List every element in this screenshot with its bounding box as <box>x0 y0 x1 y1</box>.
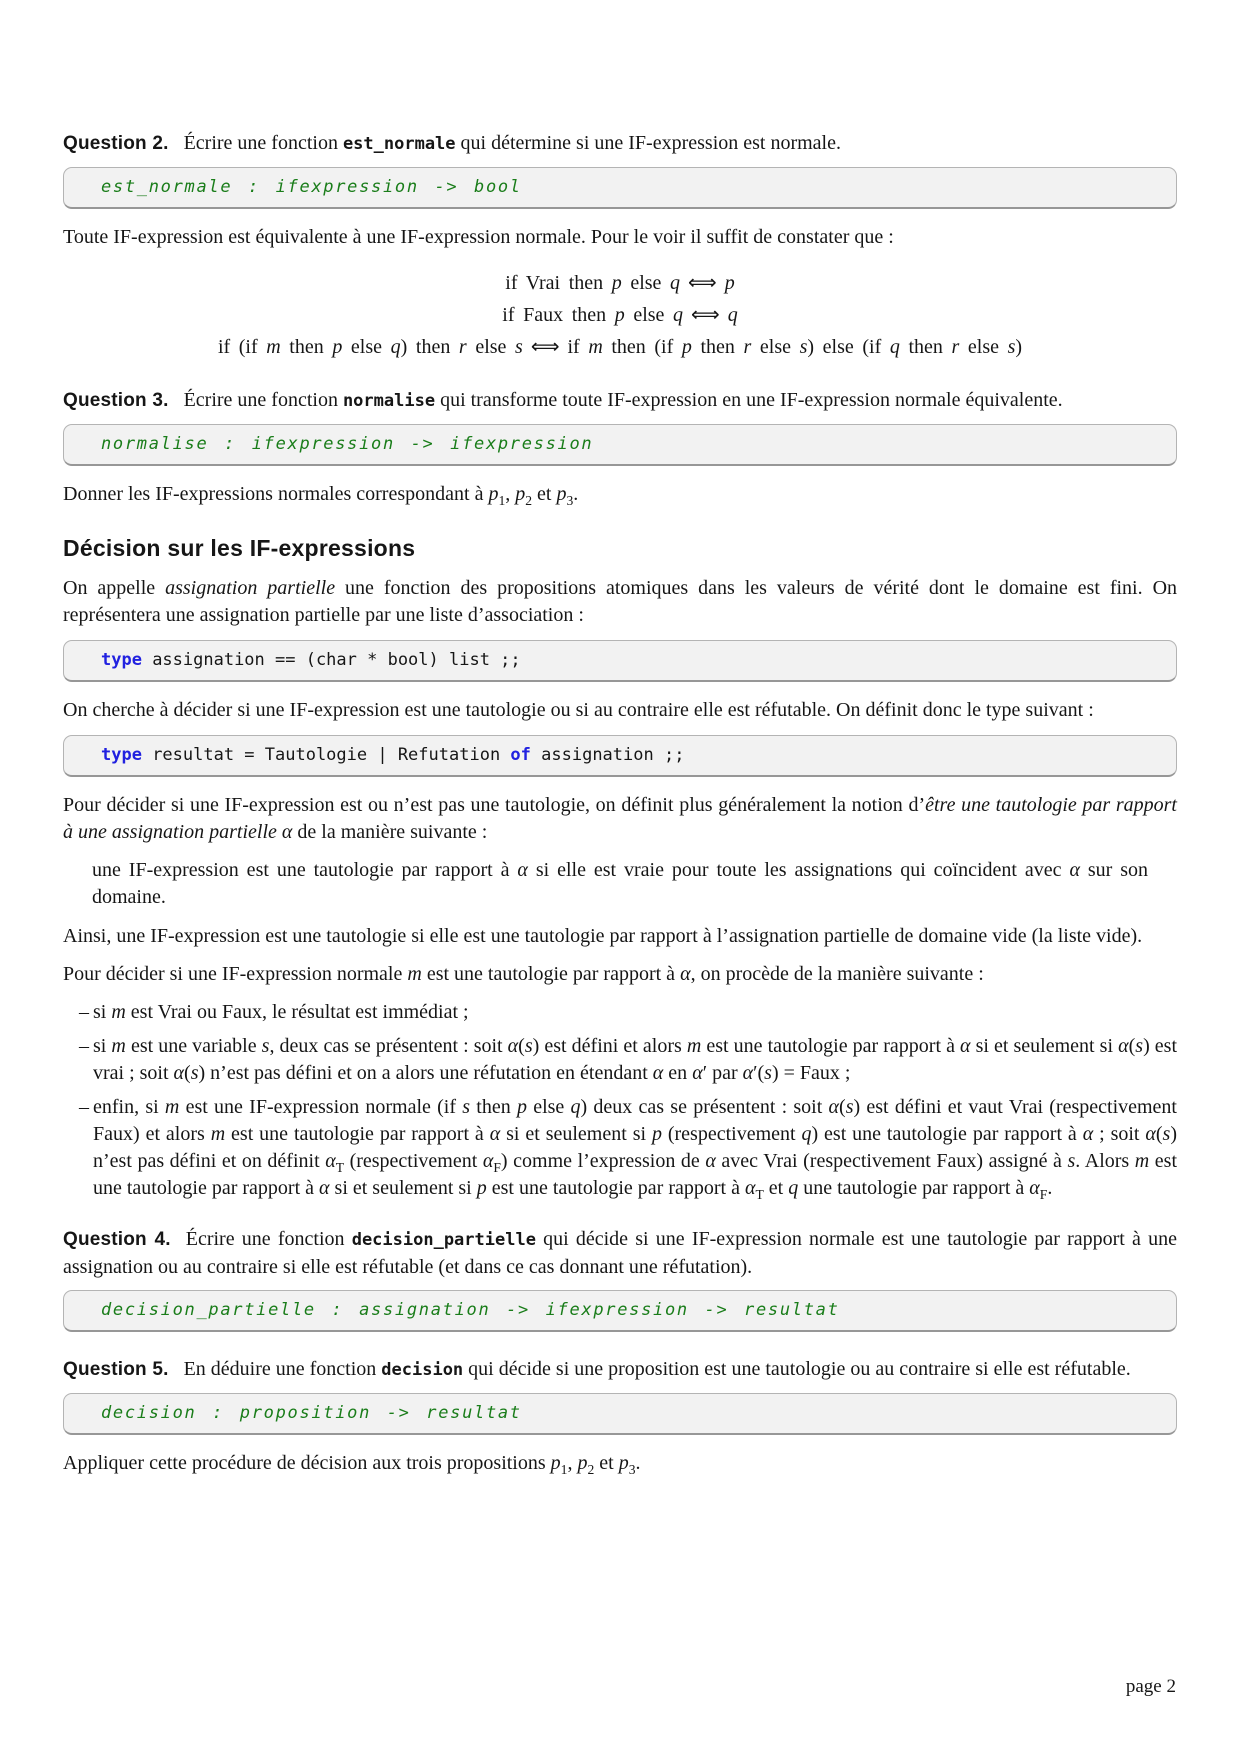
dash-bullet: – <box>79 1001 89 1023</box>
equation-2 <box>63 299 1177 331</box>
question-2-text: Écrire une fonction est_normale qui détermine si une IF-expression est normale. <box>183 132 841 154</box>
equation-3-left: if (if m then p else q) then r else s <box>217 336 523 358</box>
keyword-type: type <box>101 650 142 670</box>
section-title: Décision sur les IF-expressions <box>63 535 416 561</box>
paragraph-ainsi: Ainsi, une IF-expression est une tautologie si elle est une tautologie par rapport à l’assignation partielle de domaine vide (la liste vide). <box>63 925 1143 947</box>
question-2 <box>63 130 1177 158</box>
code-box-normalise <box>63 424 1177 466</box>
equivalence-equations <box>63 267 1177 363</box>
signature-normalise: normalise : ifexpression -> ifexpression <box>101 434 594 454</box>
iff-arrow: ⟺ <box>530 334 560 358</box>
list-item <box>63 1033 1177 1087</box>
equation-3 <box>63 331 1177 363</box>
paragraph-pour-decider-2: Pour décider si une IF-expression normale m est une tautologie par rapport à α, on procède de la manière suivante : <box>63 963 984 985</box>
paragraph-donner: Donner les IF-expressions normales correspondant à $p_1$, $p_2$ et $p_3$. <box>63 483 579 508</box>
paragraph-assignation-partielle: On appelle assignation partielle une fonction des propositions atomiques dans les valeurs de vérité dont le domaine est fini. On représentera une assignation partielle par une liste d’association : <box>63 577 1178 626</box>
keyword-of: of <box>510 745 531 765</box>
paragraph-equivalence-intro: Toute IF-expression est équivalente à une IF-expression normale. Pour le voir il suffit de constater que : <box>63 226 894 248</box>
equation-1 <box>63 267 1177 299</box>
list-item-text: si m est Vrai ou Faux, le résultat est immédiat ; <box>93 1001 469 1023</box>
question-3-text: Écrire une fonction normalise qui transforme toute IF-expression en une IF-expression normale équivalente. <box>183 389 1063 411</box>
code-box-decision-partielle <box>63 1290 1177 1332</box>
question-2-label: Question 2. <box>63 133 169 154</box>
code-box-type-assignation <box>63 640 1177 682</box>
question-3-label: Question 3. <box>63 390 169 411</box>
question-5-label: Question 5. <box>63 1359 169 1380</box>
dash-bullet: – <box>79 1035 89 1057</box>
equation-1-right: p <box>724 272 735 294</box>
paragraph-pour-decider-1: Pour décider si une IF-expression est ou n’est pas une tautologie, on définit plus généralement la notion d’être une tautologie par rapport à une assignation partielle α de la manière suivante : <box>63 794 1177 843</box>
question-4-text: Écrire une fonction decision_partielle qui décide si une IF-expression normale est une tautologie par rapport à une assignation ou au contraire si elle est réfutable (et dans ce cas donnant une réfutation). <box>63 1228 1177 1278</box>
signature-decision: decision : proposition -> resultat <box>101 1403 522 1423</box>
equation-3-right: if m then (if p then r else s) else (if q then r else s) <box>567 336 1023 358</box>
page-number: page 2 <box>1125 1676 1176 1697</box>
equation-2-left: if Faux then p else q <box>502 304 684 326</box>
procedure-list <box>63 999 1177 1202</box>
list-item-text: enfin, si m est une IF-expression normale (if s then p else q) deux cas se présentent : soit α(s) est défini et vaut Vrai (respectivement Faux) et alors m est une tautologie par rapport à α si et seulement si p (respectivement q) est une tautologie par rapport à α ; soit α(s) n’est pas défini et on définit $\alpha_T$ (respectivement $\alpha_F$) comme l’expression de α avec Vrai (respectivement Faux) assigné à s. Alors m est une tautologie par rapport à α si et seulement si p est une tautologie par rapport à $\alpha_T$ et q une tautologie par rapport à $\alpha_F$. <box>93 1096 1178 1202</box>
paragraph-appliquer: Appliquer cette procédure de décision aux trois propositions $p_1$, $p_2$ et $p_3$. <box>63 1452 641 1477</box>
question-5 <box>63 1356 1177 1384</box>
type-assignation-body: assignation == (char * bool) list ;; <box>141 650 521 670</box>
list-item <box>63 999 1177 1026</box>
list-item <box>63 1094 1177 1202</box>
code-box-decision <box>63 1393 1177 1435</box>
signature-est-normale: est_normale : ifexpression -> bool <box>101 177 522 197</box>
paragraph-cherche-decider: On cherche à décider si une IF-expression est une tautologie ou si au contraire elle est réfutable. On définit donc le type suivant : <box>63 699 1094 721</box>
code-box-est-normale <box>63 167 1177 209</box>
signature-decision-partielle: decision_partielle : assignation -> ifexpression -> resultat <box>101 1300 840 1320</box>
question-5-text: En déduire une fonction decision qui décide si une proposition est une tautologie ou au contraire si elle est réfutable. <box>183 1358 1131 1380</box>
dash-bullet: – <box>79 1096 89 1118</box>
equation-2-right: q <box>727 304 738 326</box>
definition-quote: une IF-expression est une tautologie par rapport à α si elle est vraie pour toute les assignations qui coïncident avec α sur son domaine. <box>92 859 1148 908</box>
code-box-type-resultat <box>63 735 1177 777</box>
question-4-label: Question 4. <box>63 1229 171 1250</box>
type-resultat-body: resultat = Tautologie | Refutation <box>141 745 511 765</box>
type-resultat-tail: assignation ;; <box>530 745 685 765</box>
question-4 <box>63 1226 1177 1281</box>
equation-1-left: if Vrai then p else q <box>505 272 681 294</box>
iff-arrow: ⟺ <box>691 302 720 326</box>
list-item-text: si m est une variable s, deux cas se présentent : soit α(s) est défini et alors m est une tautologie par rapport à α si et seulement si α(s) est vrai ; soit α(s) n’est pas défini et on a alors une réfutation en étendant α en α′ par α′(s) = Faux ; <box>93 1035 1178 1084</box>
question-3 <box>63 387 1177 415</box>
iff-arrow: ⟺ <box>688 270 717 294</box>
keyword-type: type <box>101 745 142 765</box>
